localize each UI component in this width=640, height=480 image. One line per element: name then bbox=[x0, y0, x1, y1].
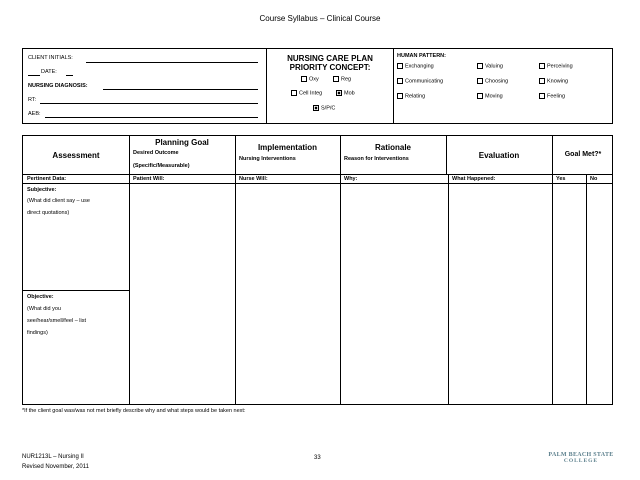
subheader-yes: Yes bbox=[556, 176, 566, 182]
option-cell-integ[interactable]: Cell Integ bbox=[291, 90, 322, 96]
pattern-feeling[interactable]: Feeling bbox=[539, 93, 565, 99]
checkbox-checked-icon bbox=[313, 105, 319, 111]
header-nursing-interventions: Nursing Interventions bbox=[239, 156, 296, 162]
checkbox-icon bbox=[397, 63, 403, 69]
college-logo bbox=[546, 452, 616, 464]
header-assessment: Assessment bbox=[52, 151, 100, 160]
header-reason: Reason for Interventions bbox=[344, 156, 409, 162]
care-plan-info-box bbox=[22, 48, 613, 124]
option-mob[interactable]: Mob bbox=[336, 90, 355, 96]
pattern-choosing[interactable]: Choosing bbox=[477, 78, 508, 84]
checkbox-icon bbox=[539, 63, 545, 69]
pattern-communicating[interactable]: Communicating bbox=[397, 78, 443, 84]
pattern-perceiving[interactable]: Perceiving bbox=[539, 63, 573, 69]
aeb-field[interactable] bbox=[45, 117, 258, 118]
nursing-diagnosis-label: NURSING DIAGNOSIS: bbox=[28, 83, 88, 89]
header-implementation: Implementation bbox=[257, 143, 318, 152]
care-plan-table bbox=[22, 135, 613, 405]
pattern-valuing[interactable]: Valuing bbox=[477, 63, 503, 69]
care-plan-title: NURSING CARE PLAN bbox=[287, 54, 373, 63]
subheader-patient-will: Patient Will: bbox=[133, 176, 165, 182]
nursing-diagnosis-field[interactable] bbox=[103, 89, 258, 90]
subheader-what-happened: What Happened: bbox=[452, 176, 496, 182]
client-initials-field[interactable] bbox=[86, 62, 258, 63]
logo-line-1: PALM BEACH STATE bbox=[548, 452, 614, 458]
page-header-title: Course Syllabus – Clinical Course bbox=[259, 14, 381, 23]
checkbox-icon bbox=[539, 93, 545, 99]
subheader-nurse-will: Nurse Will: bbox=[239, 176, 268, 182]
date-field[interactable] bbox=[66, 75, 73, 76]
checkbox-icon bbox=[397, 78, 403, 84]
header-rationale: Rationale bbox=[374, 143, 411, 152]
subjective-label: Subjective: bbox=[27, 187, 57, 193]
pattern-moving[interactable]: Moving bbox=[477, 93, 503, 99]
subheader-pertinent-data: Pertinent Data: bbox=[27, 176, 67, 182]
checkbox-icon bbox=[477, 63, 483, 69]
subjective-hint-2: direct quotations) bbox=[27, 210, 70, 216]
option-spc[interactable]: S/P/C bbox=[313, 105, 335, 111]
pattern-knowing[interactable]: Knowing bbox=[539, 78, 568, 84]
header-desired-outcome: Desired Outcome bbox=[133, 150, 179, 156]
footer-revised: Revised November, 2011 bbox=[22, 464, 89, 470]
footer-course: NUR1213L – Nursing II bbox=[22, 454, 84, 460]
header-planning-goal: Planning Goal bbox=[155, 138, 209, 147]
header-goal-met: Goal Met?* bbox=[564, 151, 602, 158]
pattern-relating[interactable]: Relating bbox=[397, 93, 425, 99]
objective-hint-1: (What did you bbox=[27, 306, 61, 312]
rt-field[interactable] bbox=[40, 103, 258, 104]
page-number: 33 bbox=[314, 455, 321, 461]
objective-hint-2: see/hear/smell/feel – list bbox=[27, 318, 86, 324]
checkbox-icon bbox=[539, 78, 545, 84]
subheader-no: No bbox=[590, 176, 598, 182]
objective-label: Objective: bbox=[27, 294, 54, 300]
header-specific: (Specific/Measurable) bbox=[133, 163, 190, 169]
checkbox-icon bbox=[477, 78, 483, 84]
priority-concept-title: PRIORITY CONCEPT: bbox=[289, 63, 371, 72]
header-evaluation: Evaluation bbox=[478, 151, 520, 160]
checkbox-checked-icon bbox=[336, 90, 342, 96]
option-oxy[interactable]: Oxy bbox=[301, 76, 319, 82]
aeb-label: AEB: bbox=[28, 111, 41, 117]
option-reg[interactable]: Reg bbox=[333, 76, 351, 82]
checkbox-icon bbox=[291, 90, 297, 96]
subjective-hint-1: (What did client say – use bbox=[27, 198, 90, 204]
checkbox-icon bbox=[397, 93, 403, 99]
date-label: DATE: bbox=[41, 69, 57, 75]
logo-line-2: COLLEGE bbox=[563, 458, 599, 464]
rt-label: RT: bbox=[28, 97, 37, 103]
goal-footnote: *If the client goal was/was not met briefly describe why and what steps would be taken next: bbox=[22, 408, 246, 414]
date-prefix-field[interactable] bbox=[28, 75, 40, 76]
objective-hint-3: findings) bbox=[27, 330, 48, 336]
pattern-exchanging[interactable]: Exchanging bbox=[397, 63, 434, 69]
checkbox-icon bbox=[333, 76, 339, 82]
client-initials-label: CLIENT INITIALS: bbox=[28, 55, 73, 61]
checkbox-icon bbox=[301, 76, 307, 82]
human-pattern-title: HUMAN PATTERN: bbox=[397, 53, 446, 59]
checkbox-icon bbox=[477, 93, 483, 99]
subheader-why: Why: bbox=[344, 176, 358, 182]
